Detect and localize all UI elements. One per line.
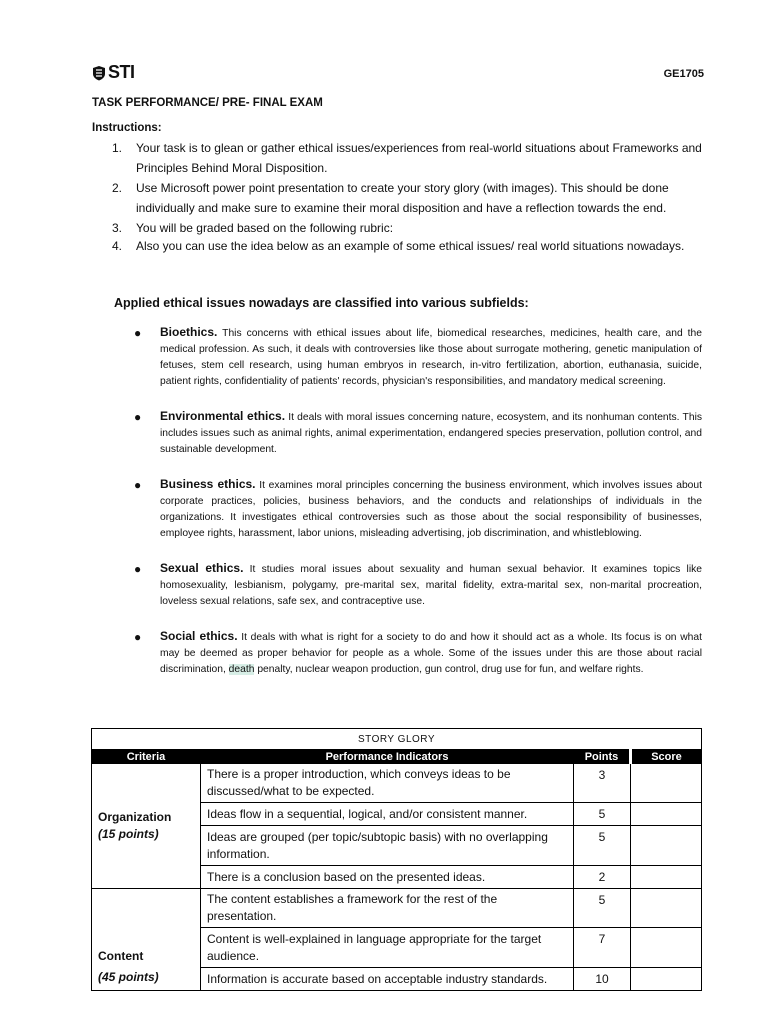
- criteria-content: Content (45 points): [92, 889, 201, 991]
- instruction-step: 4. Also you can use the idea below as an example of some ethical issues/ real world situations nowadays.: [112, 239, 685, 253]
- instruction-step: 3. You will be graded based on the following rubric:: [112, 221, 394, 235]
- instruction-steps: [92, 138, 704, 255]
- course-code: GE1705: [663, 68, 704, 80]
- ethics-topics-list: [114, 324, 702, 696]
- topic-sexual-ethics: ● Sexual ethics. It studies moral issues about sexuality and human sexual behavior. It examines topics like homosexuality, lesbianism, polygamy, pre-marital sex, marital fidelity, extra-marital sex, non-marital procreation, loveless sexual relations, safe sex, and contraceptive use.: [134, 561, 702, 607]
- instruction-step: 2. Use Microsoft power point presentation to create your story glory (with images). This should be done individually and make sure to examine their moral disposition and have a reflection towards the end.: [112, 181, 669, 215]
- points-cell: 7: [574, 928, 631, 968]
- score-cell[interactable]: [631, 889, 702, 928]
- points-cell: 5: [574, 826, 631, 866]
- table-row: [92, 889, 702, 928]
- logo-text: STI: [108, 62, 135, 82]
- indicator-cell: There is a proper introduction, which conveys ideas to be discussed/what to be expected.: [201, 764, 574, 803]
- points-cell: 3: [574, 764, 631, 803]
- score-cell[interactable]: [631, 928, 702, 968]
- score-cell[interactable]: [631, 764, 702, 803]
- instruction-step: 1. Your task is to glean or gather ethical issues/experiences from real-world situations about Frameworks and Principles Behind Moral Disposition.: [112, 141, 702, 175]
- table-row: [92, 764, 702, 803]
- sti-logo: [92, 62, 135, 83]
- highlighted-word[interactable]: death: [228, 664, 255, 675]
- bullet-icon: ●: [134, 410, 142, 424]
- criteria-organization: Organization (15 points): [92, 764, 201, 889]
- indicator-cell: Information is accurate based on acceptable industry standards.: [201, 968, 574, 991]
- bullet-icon: ●: [134, 326, 142, 340]
- subfields-heading: Applied ethical issues nowadays are classified into various subfields:: [114, 296, 529, 310]
- points-cell: 2: [574, 866, 631, 889]
- score-cell[interactable]: [631, 866, 702, 889]
- rubric-caption: STORY GLORY: [92, 729, 702, 750]
- page-header: [92, 62, 704, 84]
- bullet-icon: ●: [134, 630, 142, 644]
- header-criteria: Criteria: [92, 750, 201, 764]
- header-score: Score: [631, 750, 702, 764]
- indicator-cell: There is a conclusion based on the presented ideas.: [201, 866, 574, 889]
- header-points: Points: [574, 750, 631, 764]
- points-cell: 10: [574, 968, 631, 991]
- indicator-cell: The content establishes a framework for the rest of the presentation.: [201, 889, 574, 928]
- sti-logo-icon: [92, 65, 106, 81]
- score-cell[interactable]: [631, 803, 702, 826]
- score-cell[interactable]: [631, 826, 702, 866]
- topic-environmental-ethics: ● Environmental ethics. It deals with moral issues concerning nature, ecosystem, and its nonhuman contents. This includes issues such as animal rights, animal experimentation, endangered species preservation, pollution control, and sustainable development.: [134, 409, 702, 455]
- topic-bioethics: ● Bioethics. This concerns with ethical issues about life, biomedical researches, medicines, health care, and the medical profession. As such, it deals with controversies like those about surrogate mothering, genetic manipulation of fetuses, stem cell research, using human embryos in research, in-vitro fertilization, abortion, euthanasia, suicide, patient rights, confidentiality of patients' records, physician's responsibilities, and mandatory medical screening.: [134, 325, 702, 387]
- indicator-cell: Ideas flow in a sequential, logical, and/or consistent manner.: [201, 803, 574, 826]
- indicator-cell: Ideas are grouped (per topic/subtopic basis) with no overlapping information.: [201, 826, 574, 866]
- indicator-cell: Content is well-explained in language appropriate for the target audience.: [201, 928, 574, 968]
- score-cell[interactable]: [631, 968, 702, 991]
- bullet-icon: ●: [134, 562, 142, 576]
- points-cell: 5: [574, 803, 631, 826]
- bullet-icon: ●: [134, 478, 142, 492]
- topic-business-ethics: ● Business ethics. It examines moral principles concerning the business environment, which involves issues about corporate practices, policies, business behaviors, and the conducts and relationships of individuals in the organizations. It investigates ethical controversies such as those about the social responsibility of businesses, employee rights, harassment, labor unions, misleading advertising, job discrimination, and whistleblowing.: [134, 477, 702, 539]
- rubric-table: [91, 728, 702, 991]
- topic-social-ethics: ● Social ethics. It deals with what is right for a society to do and how it should act as a whole. Its focus is on what may be deemed as proper behavior for people as a whole. Some of the issues under this are those about racial discrimination, death penalty, nuclear weapon production, gun control, drug use for fun, and welfare rights.: [134, 629, 702, 675]
- instructions-label: Instructions:: [92, 122, 162, 134]
- document-title: TASK PERFORMANCE/ PRE- FINAL EXAM: [92, 97, 323, 109]
- header-performance-indicators: Performance Indicators: [201, 750, 574, 764]
- points-cell: 5: [574, 889, 631, 928]
